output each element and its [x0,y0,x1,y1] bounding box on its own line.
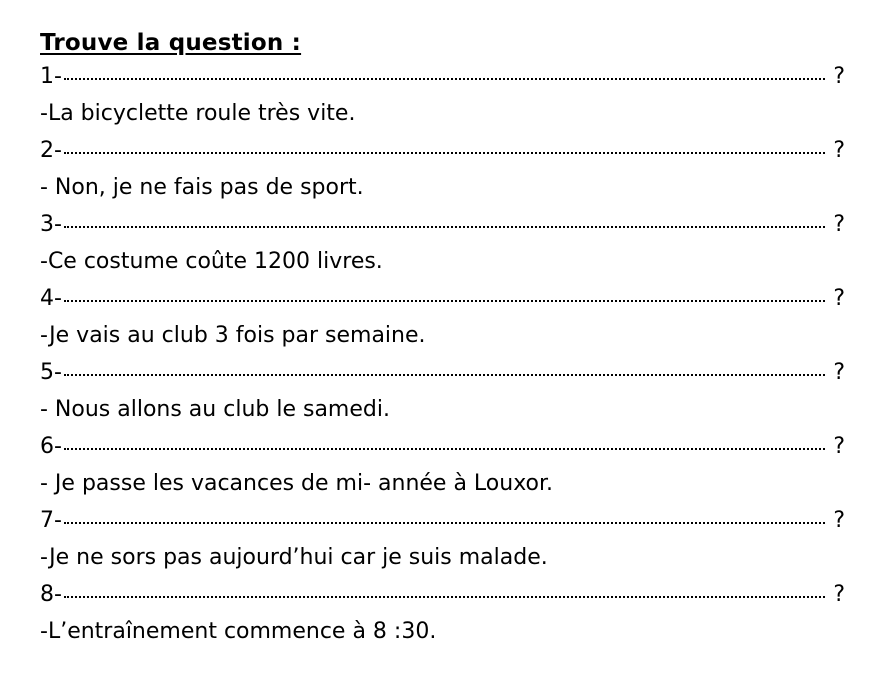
answer-text: - Non, je ne fais pas de sport. [40,175,364,200]
answer-text: -Je vais au club 3 fois par semaine. [40,323,426,348]
question-number: 8- [40,582,62,607]
question-list [40,58,845,650]
question-number: 4- [40,286,62,311]
question-item-4 [40,280,845,354]
question-number: 3- [40,212,62,237]
worksheet [40,28,845,650]
dotted-answer-line [64,522,825,524]
dotted-answer-line [64,152,825,154]
answer-text: -Je ne sors pas aujourd’hui car je suis malade. [40,545,548,570]
question-line [40,58,845,95]
dotted-answer-line [64,78,825,80]
question-line [40,354,845,391]
question-item-3 [40,206,845,280]
question-item-1 [40,58,845,132]
dotted-answer-line [64,448,825,450]
question-line [40,206,845,243]
question-line [40,280,845,317]
answer-text: -L’entraînement commence à 8 :30. [40,619,437,644]
question-number: 7- [40,508,62,533]
question-number: 6- [40,434,62,459]
question-item-6 [40,428,845,502]
question-mark: ? [833,582,845,607]
question-mark: ? [833,434,845,459]
answer-text: -La bicyclette roule très vite. [40,101,356,126]
question-item-8 [40,576,845,650]
question-number: 1- [40,64,62,89]
question-line [40,428,845,465]
dotted-answer-line [64,596,825,598]
question-mark: ? [833,212,845,237]
question-number: 5- [40,360,62,385]
question-line [40,132,845,169]
answer-text: -Ce costume coûte 1200 livres. [40,249,383,274]
question-item-7 [40,502,845,576]
question-line [40,576,845,613]
dotted-answer-line [64,374,825,376]
question-mark: ? [833,286,845,311]
question-mark: ? [833,64,845,89]
dotted-answer-line [64,300,825,302]
question-line [40,502,845,539]
answer-text: - Je passe les vacances de mi- année à Louxor. [40,471,554,496]
dotted-answer-line [64,226,825,228]
question-item-2 [40,132,845,206]
question-item-5 [40,354,845,428]
question-mark: ? [833,360,845,385]
worksheet-title: Trouve la question : [40,30,302,56]
answer-text: - Nous allons au club le samedi. [40,397,390,422]
question-mark: ? [833,138,845,163]
question-number: 2- [40,138,62,163]
question-mark: ? [833,508,845,533]
